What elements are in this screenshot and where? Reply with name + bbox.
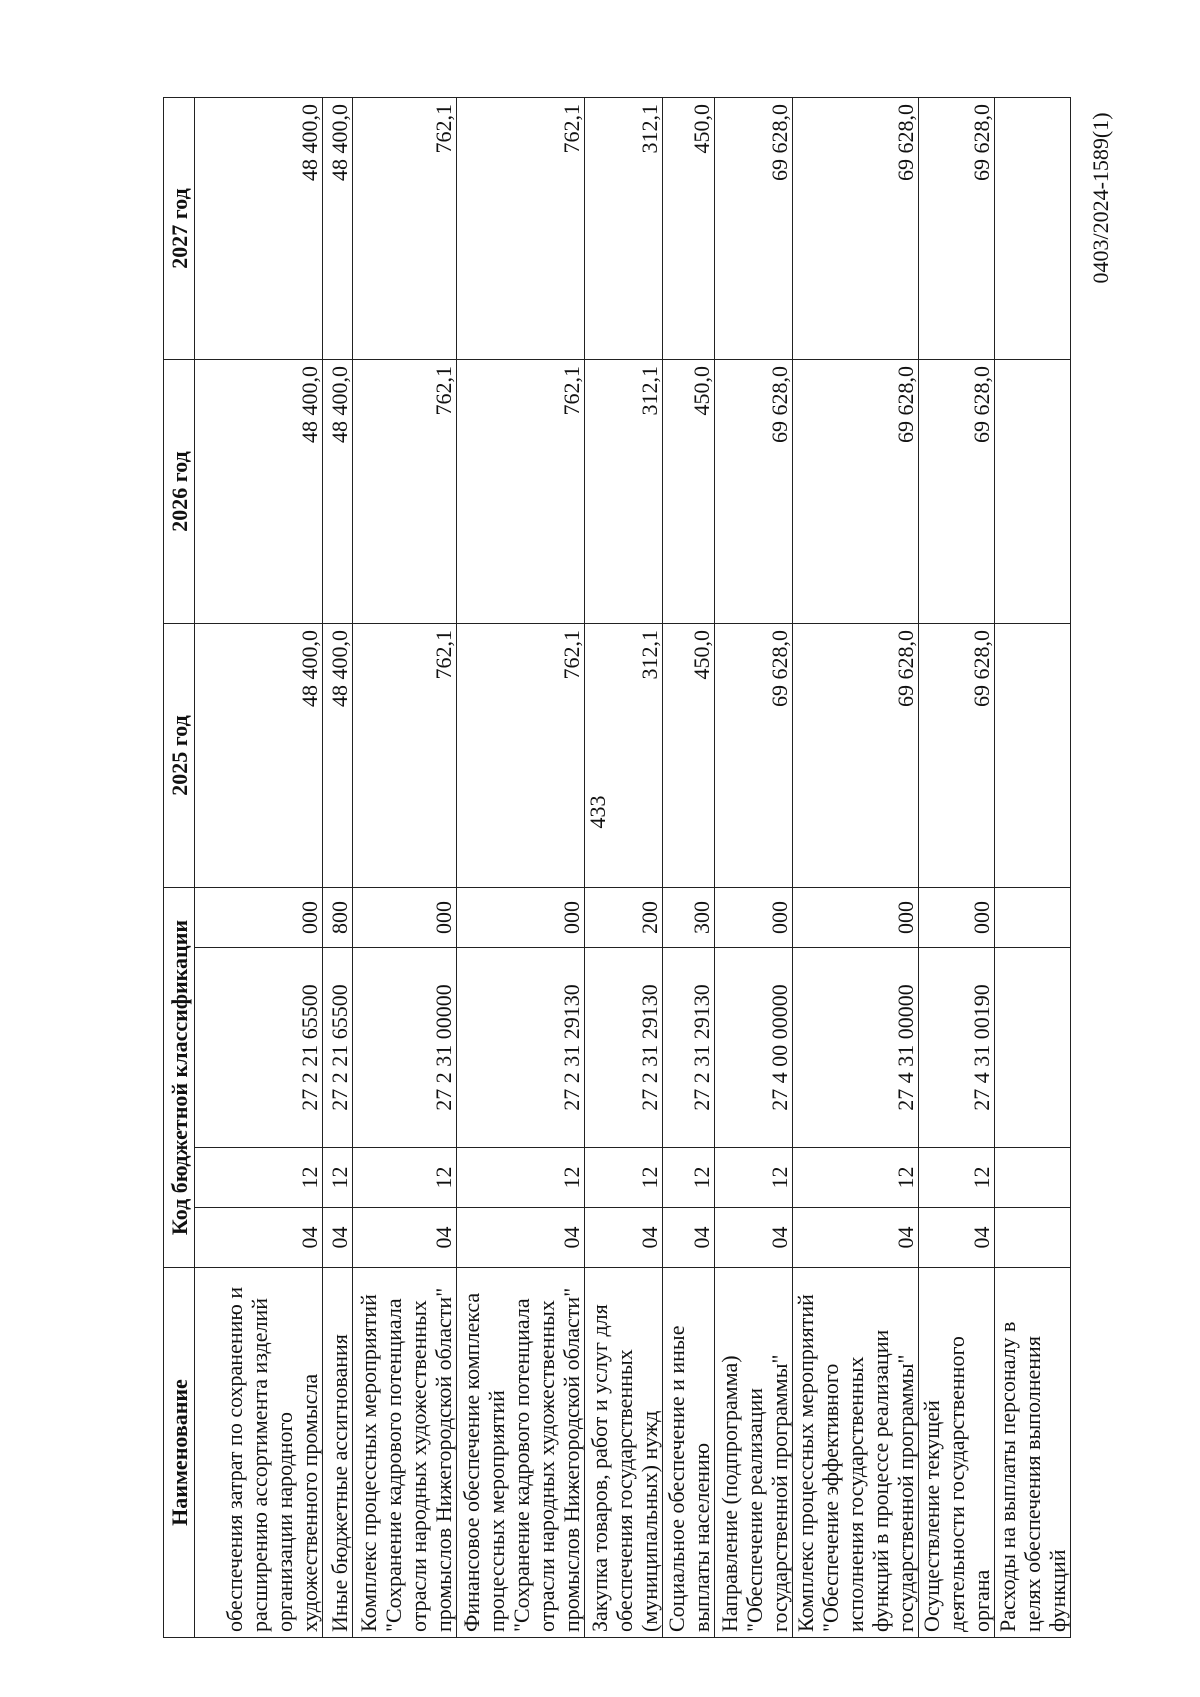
code-subsection: 12 [793, 1148, 919, 1208]
amount-2025: 69 628,0 [793, 624, 919, 888]
table-row [323, 98, 353, 1638]
code-expense-type: 300 [663, 888, 715, 948]
code-subsection [995, 1148, 1071, 1208]
code-target: 27 2 21 65500 [195, 948, 323, 1148]
amount-2025: 762,1 [353, 624, 457, 888]
row-name: Социальное обеспечение и иные выплаты населению [663, 1268, 715, 1638]
code-target: 27 4 00 00000 [715, 948, 793, 1148]
code-subsection: 12 [663, 1148, 715, 1208]
code-target: 27 2 31 29130 [663, 948, 715, 1148]
code-expense-type: 200 [585, 888, 663, 948]
amount-2025: 69 628,0 [919, 624, 995, 888]
code-section: 04 [457, 1208, 585, 1268]
row-name: Осуществление текущей деятельности государственного органа [919, 1268, 995, 1638]
code-expense-type: 000 [715, 888, 793, 948]
amount-2025: 48 400,0 [323, 624, 353, 888]
table-row [585, 98, 663, 1638]
amount-2026 [995, 360, 1071, 624]
amount-2027: 762,1 [353, 98, 457, 360]
row-name: обеспечения затрат по сохранению и расширению ассортимента изделий организации народного художественного промысла [195, 1268, 323, 1638]
code-expense-type [995, 888, 1071, 948]
table-row [457, 98, 585, 1638]
amount-2027: 48 400,0 [323, 98, 353, 360]
amount-2025: 762,1 [457, 624, 585, 888]
table-row [353, 98, 457, 1638]
table-row [995, 98, 1071, 1638]
amount-2026: 48 400,0 [195, 360, 323, 624]
amount-2026: 69 628,0 [715, 360, 793, 624]
table-row [663, 98, 715, 1638]
amount-2027: 69 628,0 [793, 98, 919, 360]
amount-2026: 48 400,0 [323, 360, 353, 624]
code-target: 27 2 31 29130 [457, 948, 585, 1148]
code-expense-type: 000 [353, 888, 457, 948]
code-section: 04 [353, 1208, 457, 1268]
table-row [919, 98, 995, 1638]
table-row [715, 98, 793, 1638]
table-row [195, 98, 323, 1638]
code-subsection: 12 [323, 1148, 353, 1208]
code-expense-type: 800 [323, 888, 353, 948]
code-subsection: 12 [353, 1148, 457, 1208]
header-2025: 2025 год [164, 624, 195, 888]
amount-2025: 312,1 [585, 624, 663, 888]
code-expense-type: 000 [195, 888, 323, 948]
header-row [164, 98, 195, 1638]
amount-2027: 48 400,0 [195, 98, 323, 360]
code-section: 04 [585, 1208, 663, 1268]
code-section: 04 [715, 1208, 793, 1268]
code-target: 27 4 31 00190 [919, 948, 995, 1148]
amount-2026: 762,1 [457, 360, 585, 624]
code-subsection: 12 [195, 1148, 323, 1208]
code-target [995, 948, 1071, 1148]
code-section [995, 1208, 1071, 1268]
header-2026: 2026 год [164, 360, 195, 624]
table-row [793, 98, 919, 1638]
row-name: Финансовое обеспечение комплекса процессных мероприятий "Сохранение кадрового потенциала отрасли народных художественных промыслов Нижегородской области" [457, 1268, 585, 1638]
code-section: 04 [663, 1208, 715, 1268]
code-target: 27 4 31 00000 [793, 948, 919, 1148]
amount-2027 [995, 98, 1071, 360]
code-section: 04 [793, 1208, 919, 1268]
page-number: 433 [585, 795, 610, 829]
row-name: Направление (подпрограмма) "Обеспечение реализации государственной программы" [715, 1268, 793, 1638]
code-subsection: 12 [919, 1148, 995, 1208]
row-name: Комплекс процессных мероприятий "Сохранение кадрового потенциала отрасли народных художественных промыслов Нижегородской области" [353, 1268, 457, 1638]
amount-2027: 762,1 [457, 98, 585, 360]
code-section: 04 [919, 1208, 995, 1268]
amount-2025: 450,0 [663, 624, 715, 888]
budget-table-rotated [163, 98, 1070, 1638]
amount-2027: 69 628,0 [715, 98, 793, 360]
code-subsection: 12 [457, 1148, 585, 1208]
code-expense-type: 000 [919, 888, 995, 948]
code-expense-type: 000 [457, 888, 585, 948]
code-target: 27 2 21 65500 [323, 948, 353, 1148]
amount-2026: 312,1 [585, 360, 663, 624]
header-name: Наименование [164, 1268, 195, 1638]
code-subsection: 12 [585, 1148, 663, 1208]
code-section: 04 [323, 1208, 353, 1268]
amount-2027: 312,1 [585, 98, 663, 360]
row-name: Закупка товаров, работ и услуг для обеспечения государственных (муниципальных) нужд [585, 1268, 663, 1638]
amount-2026: 762,1 [353, 360, 457, 624]
amount-2025 [995, 624, 1071, 888]
amount-2027: 69 628,0 [919, 98, 995, 360]
code-target: 27 2 31 00000 [353, 948, 457, 1148]
budget-table [163, 97, 1071, 1638]
code-section: 04 [195, 1208, 323, 1268]
code-target: 27 2 31 29130 [585, 948, 663, 1148]
header-code: Код бюджетной классификации [164, 888, 195, 1268]
amount-2025: 69 628,0 [715, 624, 793, 888]
amount-2025: 48 400,0 [195, 624, 323, 888]
amount-2026: 69 628,0 [793, 360, 919, 624]
code-expense-type: 000 [793, 888, 919, 948]
amount-2026: 69 628,0 [919, 360, 995, 624]
amount-2026: 450,0 [663, 360, 715, 624]
row-name: Комплекс процессных мероприятий "Обеспечение эффективного исполнения государственных функций в процессе реализации государственной программы" [793, 1268, 919, 1638]
row-name: Иные бюджетные ассигнования [323, 1268, 353, 1638]
document-code: 0403/2024-1589(1) [1088, 112, 1113, 284]
amount-2027: 450,0 [663, 98, 715, 360]
header-2027: 2027 год [164, 98, 195, 360]
code-subsection: 12 [715, 1148, 793, 1208]
row-name: Расходы на выплаты персоналу в целях обеспечения выполнения функций [995, 1268, 1071, 1638]
